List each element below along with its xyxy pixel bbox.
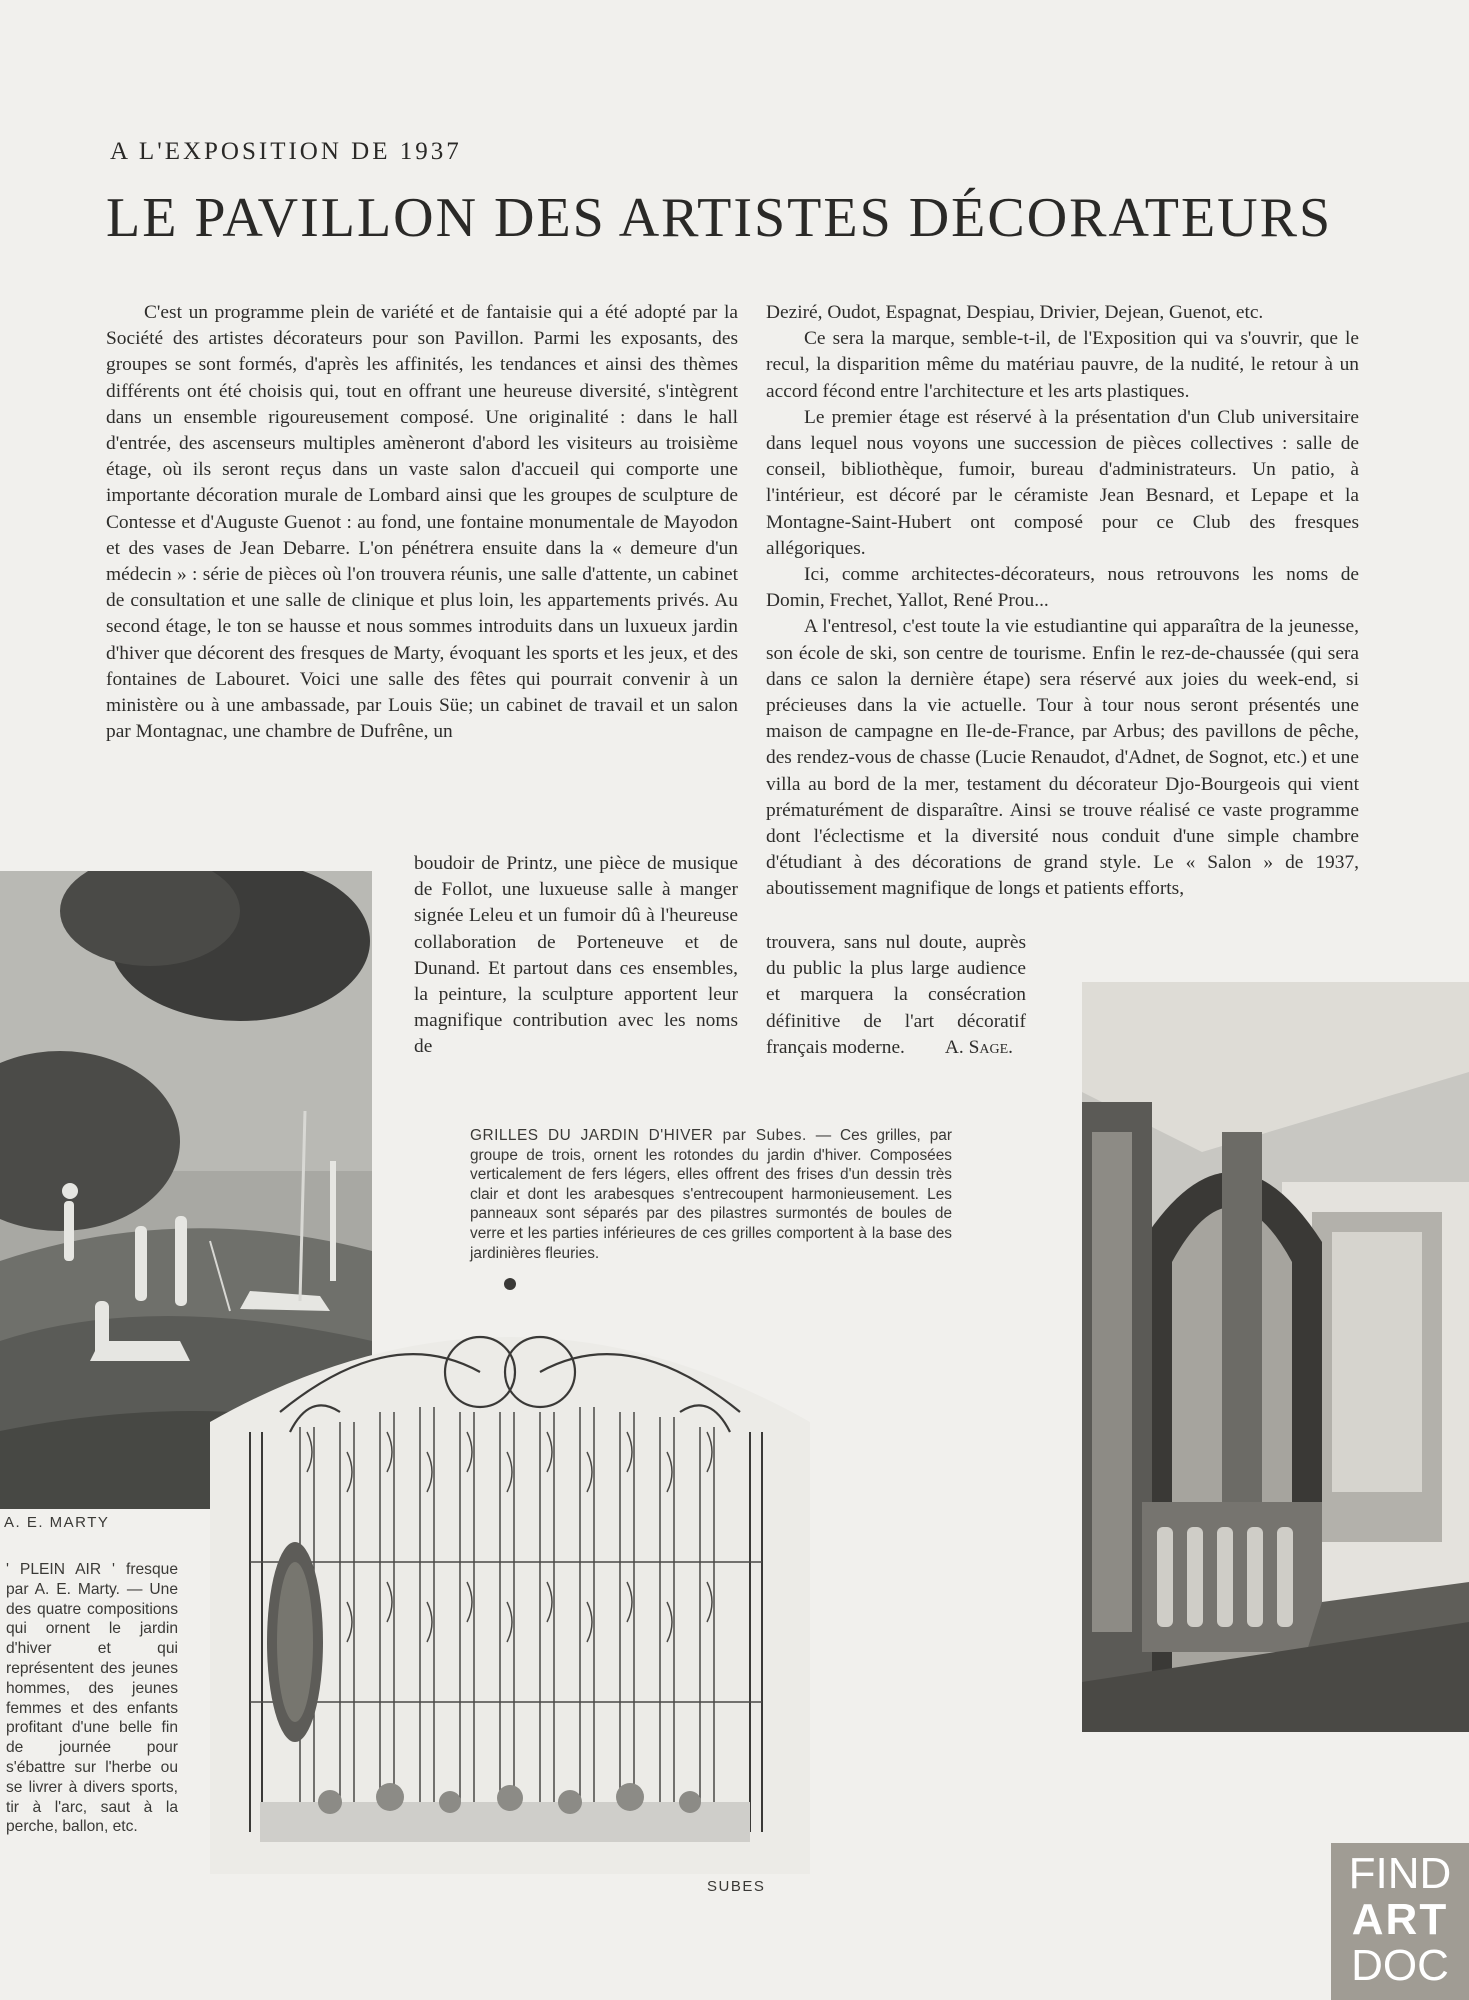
artist-label-subes: SUBES [707,1878,766,1895]
page-title: LE PAVILLON DES ARTISTES DÉCORATEURS [106,187,1333,249]
paragraph [766,930,1026,1061]
logo-line-1: FIND [1348,1849,1452,1898]
article-column-2 [766,300,1359,903]
article-column-1-continued [414,851,738,1061]
findartdoc-logo [1331,1843,1469,2000]
paragraph: Ce sera la marque, semble-t-il, de l'Exposition qui va s'ouvrir, que le recul, la disparition même du matériau pauvre, de la nudité, le retour à un accord fécond entre l'architecture et les arts plastiques. [766,328,1359,402]
paragraph: Le premier étage est réservé à la présentation d'un Club universitaire dans lequel nous voyons une succession de pièces collectives : salle de conseil, bibliothèque, fumoir, bureau d'administrateurs. Un patio, à l'intérieur, est décoré par le céramiste Jean Besnard, et Lepape et la Montagne-Saint-Hubert ont composé pour ce Club des fresques allégoriques. [766,406,1359,559]
paragraph: C'est un programme plein de variété et de fantaisie qui a été adopté par la Société des artistes décorateurs pour son Pavillon. Parmi les exposants, des groupes se sont formés, d'après les affinités, les tendances et ainsi des thèmes différents ont été choisis qui, tout en offrant une heureuse diversité, s'intègrent dans un ensemble rigoureusement composé. Une originalité : dans le hall d'entrée, des ascenseurs multiples amèneront d'abord les visiteurs au troisième étage, où ils seront reçus dans un vaste salon d'accueil qui comporte une importante décoration murale de Lombard ainsi que les groupes de sculpture de Contesse et d'Auguste Guenot : au fond, une fontaine monumentale de Mayodon et des vases de Jean Debarre. L'on pénétrera ensuite dans la « demeure d'un médecin » : série de pièces où l'on trouvera réunis, une salle d'attente, un cabinet de consultation et une salle de clinique et plus loin, les appartements privés. Au second étage, le ton se hausse et nous sommes introduits dans un luxueux jardin d'hiver que décorent des fresques de Marty, évoquant les sports et les jeux, et des fontaines de Labouret. Voici une salle des fêtes qui pourrait convenir à un ministère ou à une ambassade, par Louis Süe; un cabinet de travail et un salon par Montagnac, une chambre de Dufrêne, un [106,302,738,743]
article-column-1 [106,300,738,745]
logo-line-2: ART [1351,1895,1449,1944]
paragraph: boudoir de Printz, une pièce de musique de Follot, une luxueuse salle à manger signée Leleu et un fumoir dû à l'heureuse collaboration de Porteneuve et de Dunand. Et partout dans ces ensembles, la peinture, la sculpture apportent leur magnifique contribution avec les noms de [414,853,738,1058]
iron-grille-illustration-icon [190,1262,830,1874]
paragraph: A l'entresol, c'est toute la vie estudiantine qui apparaîtra de la jeunesse, son école de ski, son centre de tourisme. Enfin le rez-de-chaussée (qui sera dans ce salon la dernière étape) sera réservé aux joies du week-end, si précieuses dans la vie actuelle. Tour à tour nous seront présentés une maison de campagne en Ile-de-France, par Arbus; des pavillons de pêche, des rendez-vous de chasse (Lucie Renaudot, d'Adnet, de Sognot, etc.) et une villa au bord de la mer, testament du décorateur Djo-Bourgeois qui vient prématurément de disparaître. Ainsi se trouve réalisé ce vaste programme dont l'éclectisme et la diversité nous conduit d'une simple chambre d'étudiant à des décorations de grand style. Le « Salon » de 1937, aboutissement magnifique de longs et patients efforts, [766,616,1359,900]
artist-label-marty: A. E. MARTY [4,1514,110,1531]
paragraph: Deziré, Oudot, Espagnat, Despiau, Drivier, Dejean, Guenot, etc. [766,302,1264,323]
logo-line-3: DOC [1351,1941,1449,1990]
paragraph-text: trouvera, sans nul doute, auprès du public la plus large audience et marquera la consécration définitive de l'art décoratif français moderne. [766,932,1026,1058]
grille-caption [470,1126,952,1263]
plein-air-caption: ' PLEIN AIR ' fresque par A. E. Marty. — Une des quatre compositions qui ornent le jardin d'hiver et qui représentent des jeunes hommes, des jeunes femmes et des enfants profitant d'une belle fin de journée pour s'ébattre sur l'herbe ou se livrer à divers sports, tir à l'arc, saut à la perche, ballon, etc. [6,1561,178,1836]
author-signature: A. Sage. [944,1036,1014,1058]
interior-hall-illustration-icon [1082,982,1469,1732]
caption-text: — Ces grilles, par groupe de trois, ornent les rotondes du jardin d'hiver. Composées verticalement de fers légers, elles offrent des frises d'un dessin très clair et dont les arabesques s'entrecoupent harmonieusement. Les panneaux sont séparés par des pilastres surmontés de boules de verre et les parties inférieures de ces grilles comportent à la base des jardinières fleuries. [470,1127,952,1262]
paragraph: Ici, comme architectes-décorateurs, nous retrouvons les noms de Domin, Frechet, Yallot, René Prou... [766,564,1359,612]
section-kicker: A L'EXPOSITION DE 1937 [110,138,462,165]
caption-lead: GRILLES DU JARDIN D'HIVER par Subes. [470,1127,807,1144]
article-column-2-continued [766,930,1026,1061]
